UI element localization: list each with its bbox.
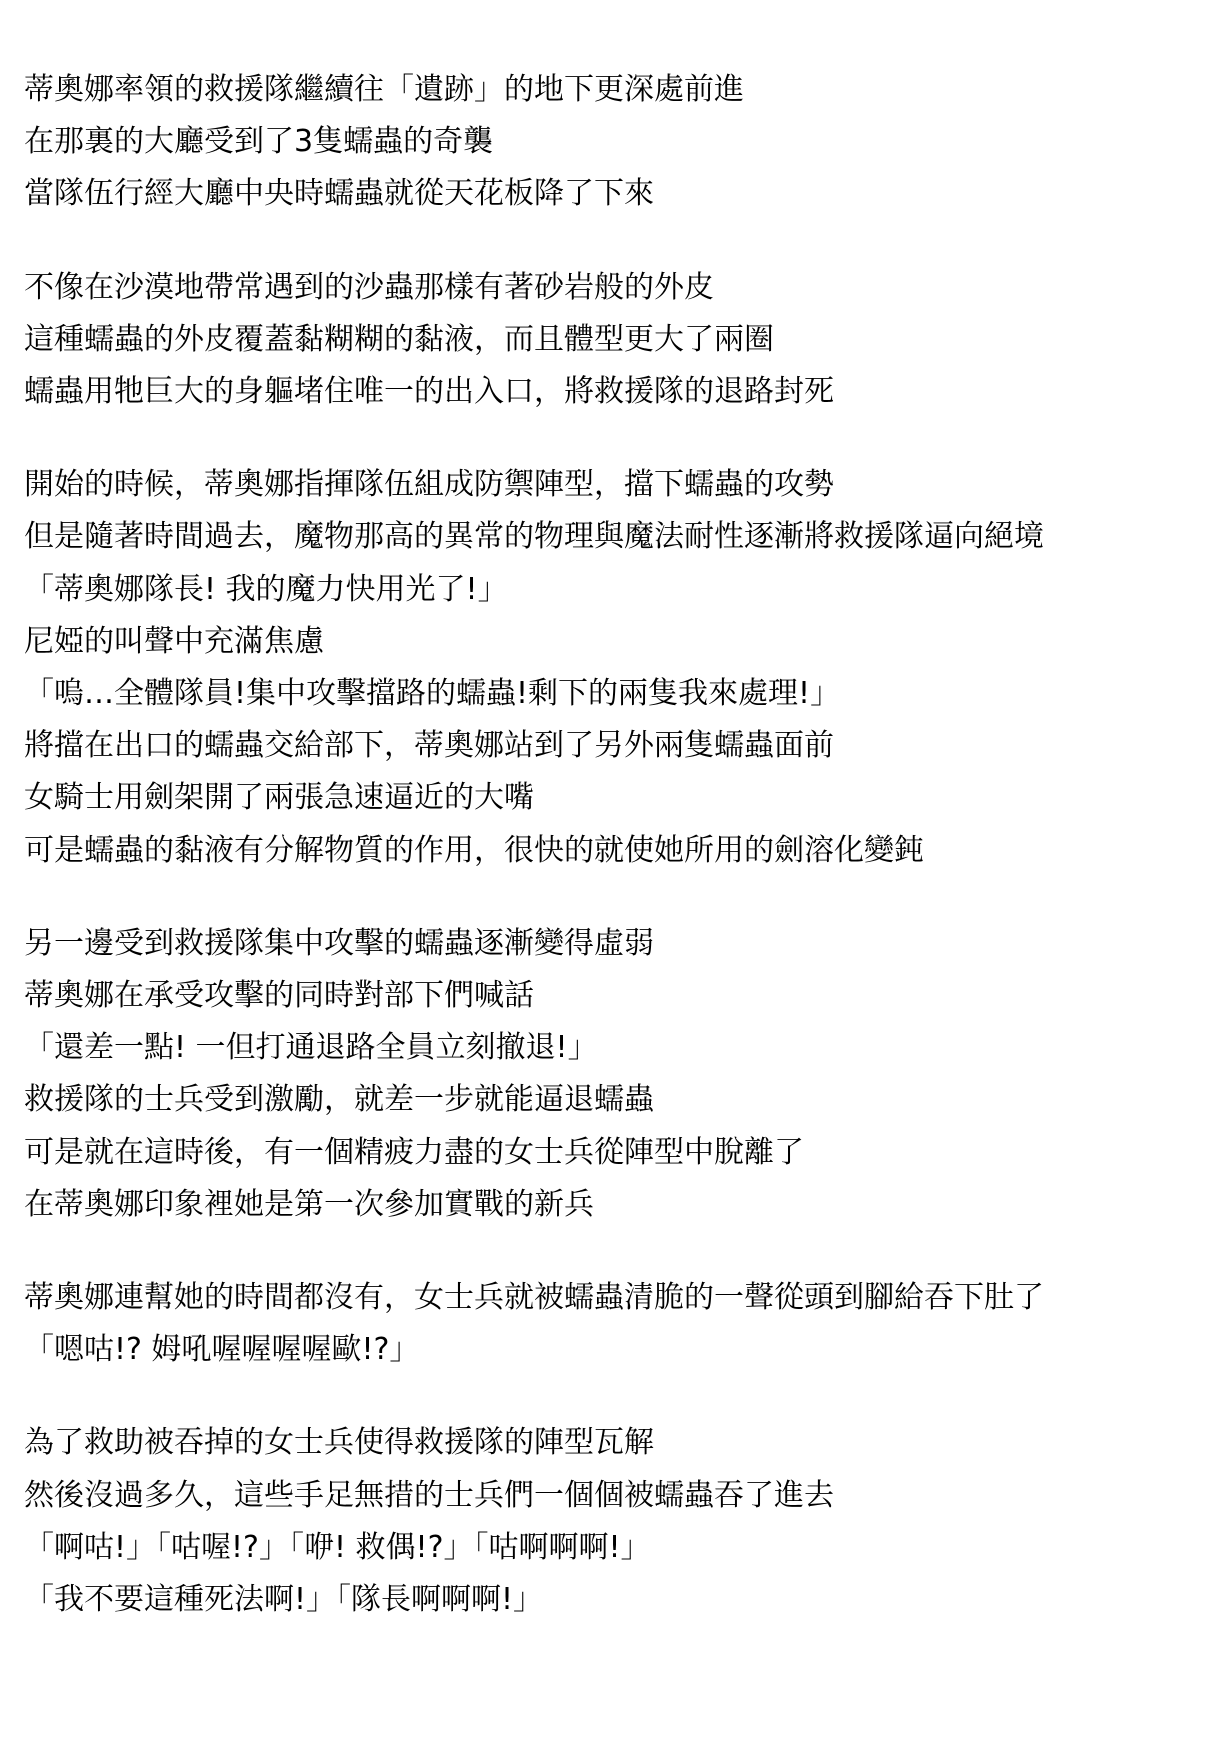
text-line: 「嗯咕!? 姆吼喔喔喔喔歐!?」	[24, 1332, 420, 1368]
paragraph	[24, 459, 1214, 877]
text-line: 「嗚…全體隊員!集中攻擊擋路的蠕蟲!剩下的兩隻我來處理!」	[24, 676, 841, 712]
text-line: 蠕蟲用牠巨大的身軀堵住唯一的出入口，將救援隊的退路封死	[24, 374, 834, 410]
text-line: 蒂奧娜率領的救援隊繼續往「遺跡」的地下更深處前進	[24, 72, 744, 107]
text-line: 蒂奧娜在承受攻擊的同時對部下們喊話	[24, 978, 534, 1014]
text-line: 可是蠕蟲的黏液有分解物質的作用，很快的就使她所用的劍溶化變鈍	[24, 832, 924, 868]
text-line: 為了救助被吞掉的女士兵使得救援隊的陣型瓦解	[24, 1425, 654, 1461]
text-line: 另一邊受到救援隊集中攻擊的蠕蟲逐漸變得虛弱	[24, 925, 654, 961]
paragraph	[24, 1417, 1214, 1626]
text-line: 「啊咕!」「咕喔!?」「咿! 救偶!?」「咕啊啊啊!」	[24, 1529, 651, 1565]
paragraph	[24, 262, 1214, 419]
story-text	[24, 64, 1214, 1667]
text-line: 救援隊的士兵受到激勵，就差一步就能逼退蠕蟲	[24, 1082, 654, 1118]
text-line: 蒂奧娜連幫她的時間都沒有，女士兵就被蠕蟲清脆的一聲從頭到腳給吞下肚了	[24, 1280, 1044, 1316]
text-line: 在蒂奧娜印象裡她是第一次參加實戰的新兵	[24, 1186, 594, 1222]
paragraph	[24, 918, 1214, 1231]
text-line: 可是就在這時後，有一個精疲力盡的女士兵從陣型中脫離了	[24, 1134, 804, 1170]
paragraph	[24, 64, 1214, 221]
text-line: 當隊伍行經大廳中央時蠕蟲就從天花板降了下來	[24, 176, 654, 212]
paragraph	[24, 1272, 1214, 1376]
text-line: 然後沒過多久，這些手足無措的士兵們一個個被蠕蟲吞了進去	[24, 1477, 834, 1513]
text-line: 「我不要這種死法啊!」「隊長啊啊啊!」	[24, 1582, 544, 1618]
text-line: 開始的時候，蒂奧娜指揮隊伍組成防禦陣型，擋下蠕蟲的攻勢	[24, 467, 834, 503]
text-line: 女騎士用劍架開了兩張急速逼近的大嘴	[24, 780, 534, 816]
text-line: 在那裏的大廳受到了3隻蠕蟲的奇襲	[24, 124, 494, 160]
text-line: 但是隨著時間過去，魔物那高的異常的物理與魔法耐性逐漸將救援隊逼向絕境	[24, 519, 1044, 555]
text-line: 「還差一點! 一但打通退路全員立刻撤退!」	[24, 1030, 598, 1066]
text-line: 「蒂奧娜隊長! 我的魔力快用光了!」	[24, 571, 508, 607]
text-line: 這種蠕蟲的外皮覆蓋黏糊糊的黏液，而且體型更大了兩圈	[24, 321, 774, 357]
text-line: 不像在沙漠地帶常遇到的沙蟲那樣有著砂岩般的外皮	[24, 269, 714, 305]
text-line: 將擋在出口的蠕蟲交給部下，蒂奧娜站到了另外兩隻蠕蟲面前	[24, 728, 834, 764]
text-line: 尼婭的叫聲中充滿焦慮	[24, 623, 324, 659]
